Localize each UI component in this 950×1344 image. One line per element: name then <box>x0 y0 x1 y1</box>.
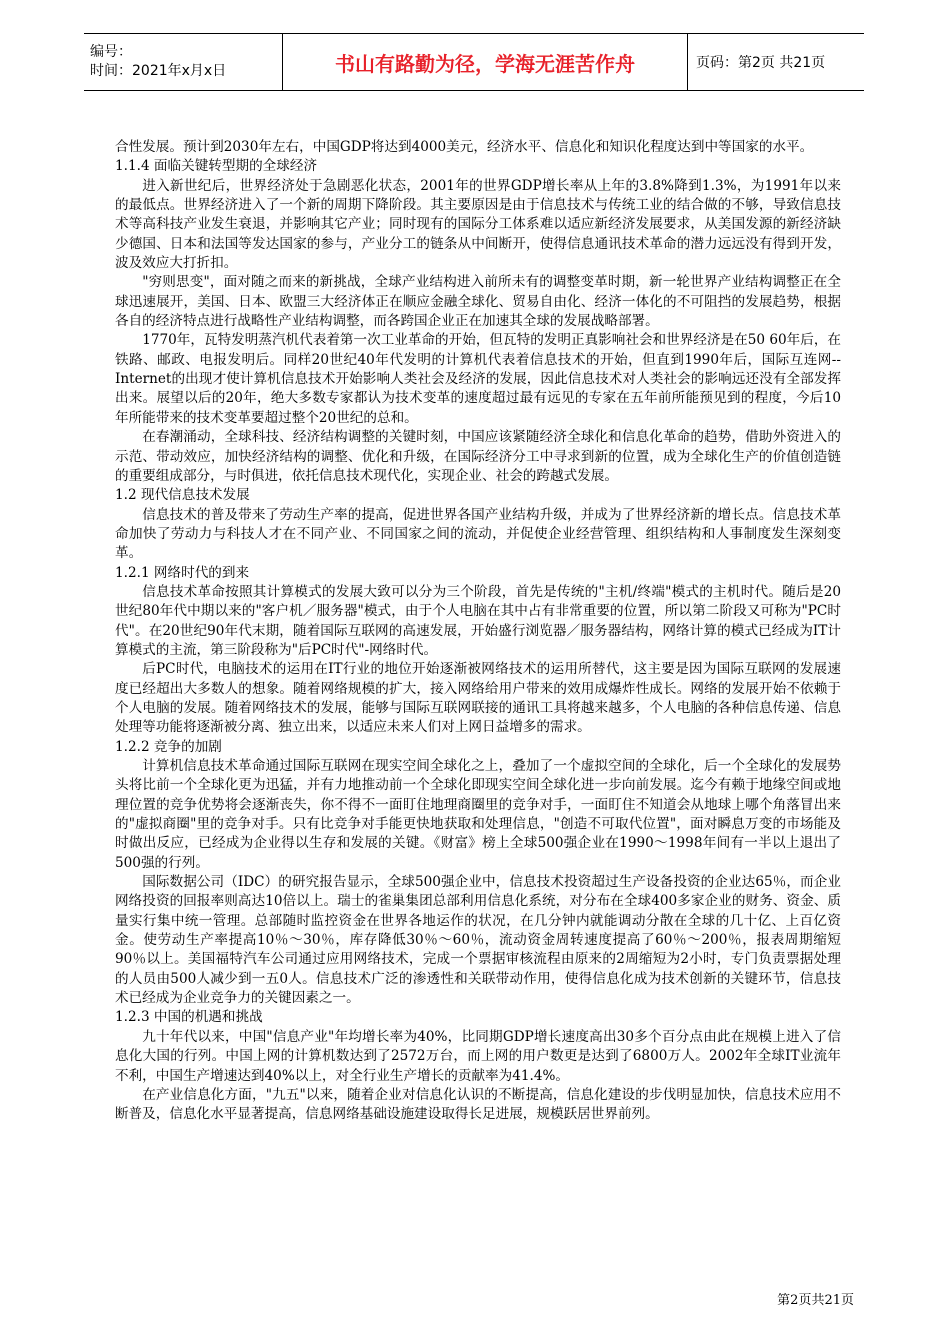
body-paragraph: 在产业信息化方面，"九五"以来，随着企业对信息化认识的不断提高，信息化建设的步伐明显加快，信息技术应用不断普及，信息化水平显著提高，信息网络基础设施建设取得长足进展，规模跃居世界前列。 <box>115 1086 841 1123</box>
header-meta <box>84 34 283 90</box>
header-motto: 书山有路勤为径，学海无涯苦作舟 <box>283 34 688 90</box>
body-paragraph: 九十年代以来，中国"信息产业"年均增长率为40%，比同期GDP增长速度高出30多个百分点由此在规模上进入了信息化大国的行列。中国上网的计算机数达到了2572万台，而上网的用户数更是达到了6800万人。2002年全球IT业流年不利，中国生产增速达到40%以上，对全行业生产增长的贡献率为41.4%。 <box>115 1028 841 1084</box>
page-header <box>84 33 864 91</box>
body-paragraph: 在春潮涌动，全球科技、经济结构调整的关键时刻，中国应该紧随经济全球化和信息化革命的趋势，借助外资进入的示范、带动效应，加快经济结构的调整、优化和升级，在国际经济分工中寻求到新的位置，成为全球化生产的价值创造链的重要组成部分，与时俱进，依托信息技术现代化，实现企业、社会的跨越式发展。 <box>115 429 841 484</box>
document-time-label: 时间：2021年x月x日 <box>90 63 227 79</box>
section-heading: 1.2 现代信息技术发展 <box>115 487 250 504</box>
body-paragraph: 合性发展。预计到2030年左右，中国GDP将达到4000美元，经济水平、信息化和知识化程度达到中等国家的水平。 <box>115 139 814 155</box>
section-heading: 1.1.4 面临关键转型期的全球经济 <box>115 158 318 175</box>
document-number-label: 编号： <box>90 44 132 60</box>
header-page-number: 页码：第2页 共21页 <box>696 55 826 71</box>
body-paragraph: 信息技术的普及带来了劳动生产率的提高，促进世界各国产业结构升级，并成为了世界经济新的增长点。信息技术革命加快了劳动力与科技人才在不同产业、不同国家之间的流动，并促使企业经营管理、组织结构和人事制度发生深刻变革。 <box>115 506 841 562</box>
body-paragraph: 信息技术革命按照其计算模式的发展大致可以分为三个阶段，首先是传统的"主机/终端"模式的主机时代。随后是20世纪80年代中期以来的"客户机／服务器"模式，由于个人电脑在其中占有非常重要的位置，所以第二阶段又可称为"PC时代"。在20世纪90年代末期，随着国际互联网的高速发展，开始盛行浏览器／服务器结构，网络计算的模式已经成为IT计算模式的主流，第三阶段称为"后PC时代"-网络时代。 <box>115 583 841 658</box>
body-paragraph: 进入新世纪后，世界经济处于急剧恶化状态，2001年的世界GDP增长率从上年的3.8%降到1.3%，为1991年以来的最低点。世界经济进入了一个新的周期下降阶段。其主要原因是由于信息技术与传统工业的结合做的不够，导致信息技术等高科技产业发生衰退，并影响其它产业；同时现有的国际分工体系难以适应新经济发展要求，从美国发源的新经济缺少德国、日本和法国等发达国家的参与，产业分工的链条从中间断开，使得信息通讯技术革命的潜力远远没有得到开发，波及效应大打折扣。 <box>115 177 841 272</box>
section-heading: 1.2.1 网络时代的到来 <box>115 564 250 581</box>
body-paragraph: 后PC时代，电脑技术的运用在IT行业的地位开始逐渐被网络技术的运用所替代，这主要是因为国际互联网的发展速度已经超出大多数人的想象。随着网络规模的扩大，接入网络给用户带来的效用成爆炸性成长。网络的发展开始不依赖于个人电脑的发展。随着网络技术的发展，能够与国际互联网联接的通讯工具将越来越多，个人电脑的各种信息传递、信息处理等功能将逐渐被分离、独立出来，以适应未来人们对上网日益增多的需求。 <box>115 661 841 736</box>
page-footer: 第2页共21页 <box>777 1293 854 1308</box>
section-heading: 1.2.2 竞争的加剧 <box>115 738 222 755</box>
section-heading: 1.2.3 中国的机遇和挑战 <box>115 1009 263 1026</box>
body-paragraph: 1770年，瓦特发明蒸汽机代表着第一次工业革命的开始，但瓦特的发明正真影响社会和世界经济是在50 60年后，在铁路、邮政、电报发明后。同样20世纪40年代发明的计算机代表着信息技术的开始，但直到1990年后，国际互连网-- Internet的出现才使计算机信息技术开始影响人类社会及经济的发展，因此信息技术对人类社会的影响远还没有全部发挥出来。展望以后的20年，绝大多数专家都认为技术变革的速度超过最有远见的专家在五年前所能预见到的程度，今后10年所能带来的技术变革要超过整个20世纪的总和。 <box>115 332 842 426</box>
body-paragraph: 计算机信息技术革命通过国际互联网在现实空间全球化之上，叠加了一个虚拟空间的全球化，后一个全球化的发展势头将比前一个全球化更为迅猛，并有力地推动前一个全球化即现实空间全球化进一步向前发展。迄今有赖于地缘空间或地理位置的竞争优势将会逐渐丧失，你不得不一面盯住地理商圈里的竞争对手，一面盯住不知道会从地球上哪个角落冒出来的"虚拟商圈"里的竞争对手。只有比竞争对手能更快地获取和处理信息，"创造不可取代位置"，面对瞬息万变的市场能及时做出反应，已经成为企业得以生存和发展的关键。《财富》榜上全球500强企业在1990～1998年间有一半以上退出了500强的行列。 <box>115 758 841 871</box>
document-body <box>115 138 841 1125</box>
body-paragraph: 国际数据公司（IDC）的研究报告显示，全球500强企业中，信息技术投资超过生产设备投资的企业达65％，而企业网络投资的回报率则高达10倍以上。瑞士的雀巢集团总部利用信息化系统，对分布在全球400多家企业的财务、资金、质量实行集中统一管理。总部随时监控资金在世界各地运作的状况，在几分钟内就能调动分散在全球的几十亿、上百亿资金。使劳动生产率提高10％～30％，库存降低30％～60％，流动资金周转速度提高了60％～200％，报表周期缩短90％以上。美国福特汽车公司通过应用网络技术，完成一个票据审核流程由原来的2周缩短为2小时，专门负责票据处理的人员由500人减少到一五0人。信息技术广泛的渗透性和关联带动作用，使得信息化成为技术创新的关键环节，信息技术已经成为企业竞争力的关键因素之一。 <box>115 874 841 1007</box>
body-paragraph: "穷则思变"，面对随之而来的新挑战，全球产业结构进入前所未有的调整变革时期，新一轮世界产业结构调整正在全球迅速展开，美国、日本、欧盟三大经济体正在顺应金融全球化、贸易自由化、经济一体化的不可阻挡的发展趋势，根据各自的经济特点进行战略性产业结构调整，而各跨国企业正在加速其全球的发展战略部署。 <box>115 274 841 330</box>
